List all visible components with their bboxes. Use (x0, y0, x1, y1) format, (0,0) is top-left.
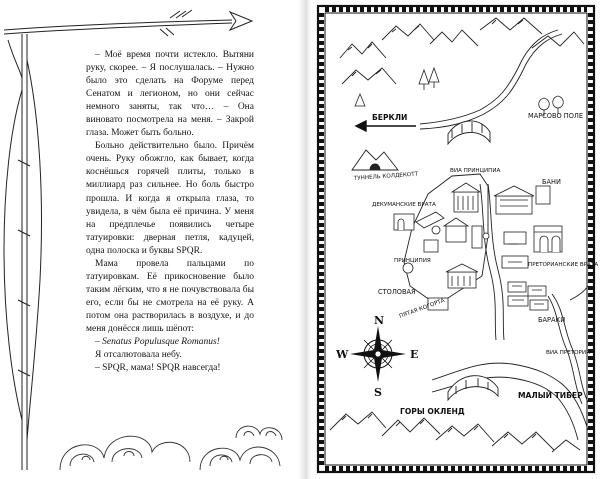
paragraph: Мама провела пальцами по татуировкам. Её прикосновение было таким лёгким, что я не почувствовала бы его, если бы не смотрела на её руку. А потом она растворилась в воздухе, и до меня донёсся лишь шёпот: (86, 258, 254, 334)
label-fifth-cohort: ПЯТАЯ КОГОРТА (398, 297, 446, 320)
left-page (0, 0, 298, 479)
label-baths: БАНИ (542, 178, 561, 186)
compass-e: E (410, 348, 419, 361)
paragraph-motto: – Senatus Populusque Romanus! (95, 337, 220, 348)
paragraph: Больно действительно было. Причём очень. Руку обожгло, как бывает, когда коснёшься горячей плиты, только в миллиард раз сильнее. Но боль быстро прошла. И когда я открыла глаза, то увидела, в чём была её причина. У меня на предплечье появились четыре татуировки: дверная петля, кадуцей, одна полоска и буквы SPQR. (86, 141, 254, 256)
right-page (312, 0, 600, 479)
compass-rose-icon (350, 326, 406, 382)
bridge-icon (448, 376, 498, 400)
cloud-swirls-icon (60, 426, 282, 470)
story-text (86, 49, 254, 375)
label-principia: ПРИНЦИПИЯ (394, 258, 431, 264)
label-via-praetoria: ВИА ПРЕТОРИЯ (546, 350, 591, 356)
mountains-icon (340, 18, 584, 84)
road (546, 286, 591, 404)
mountains-icon (330, 412, 580, 452)
label-via-principalis: ВИА ПРИНЦИПИА (450, 168, 501, 174)
camp-jupiter-map (312, 0, 600, 479)
arrow-icon (4, 10, 252, 36)
compass-s: S (374, 386, 382, 399)
label-caldecott-tunnel: ТУННЕЛЬ КОЛДЕКОТТ (353, 171, 419, 182)
paragraph: – Моё время почти истекло. Вытяни руку, скорее. – Я послушалась. – Нужно было это сделать на Форуме перед Сенатом и легионом, но они сейчас немного заняты, так что… – Она виновато посмотрела на меня. – Закрой глаза. Может быть больно. (86, 50, 254, 139)
paragraph: Я отсалютовала небу. (95, 350, 182, 361)
compass-w: W (336, 348, 349, 361)
label-oakland-hills: ГОРЫ ОКЛЕНД (400, 407, 465, 416)
label-berkeley: БЕРКЛИ (372, 113, 408, 122)
label-decuman-gate: ДЕКУМАНСКИЕ ВРАТА (372, 202, 436, 208)
book-gutter (298, 0, 312, 479)
trees-icon (355, 68, 563, 116)
label-martius-field: МАРСОВО ПОЛЕ (528, 112, 584, 120)
arrow-left-icon (356, 121, 416, 131)
tunnel-mountain-icon (352, 150, 398, 170)
paragraph: – SPQR, мама! SPQR навсегда! (95, 363, 221, 374)
spear-shaft-icon (4, 34, 41, 470)
compass-n: N (374, 314, 385, 327)
label-little-tiber: МАЛЫЙ ТИБЕР (518, 391, 583, 400)
label-praetorian-gate: ПРЕТОРИАНСКИЕ ВРАТА (528, 262, 599, 268)
label-barracks: БАРАКИ (538, 316, 566, 324)
label-dining-hall: СТОЛОВАЯ (378, 288, 416, 296)
